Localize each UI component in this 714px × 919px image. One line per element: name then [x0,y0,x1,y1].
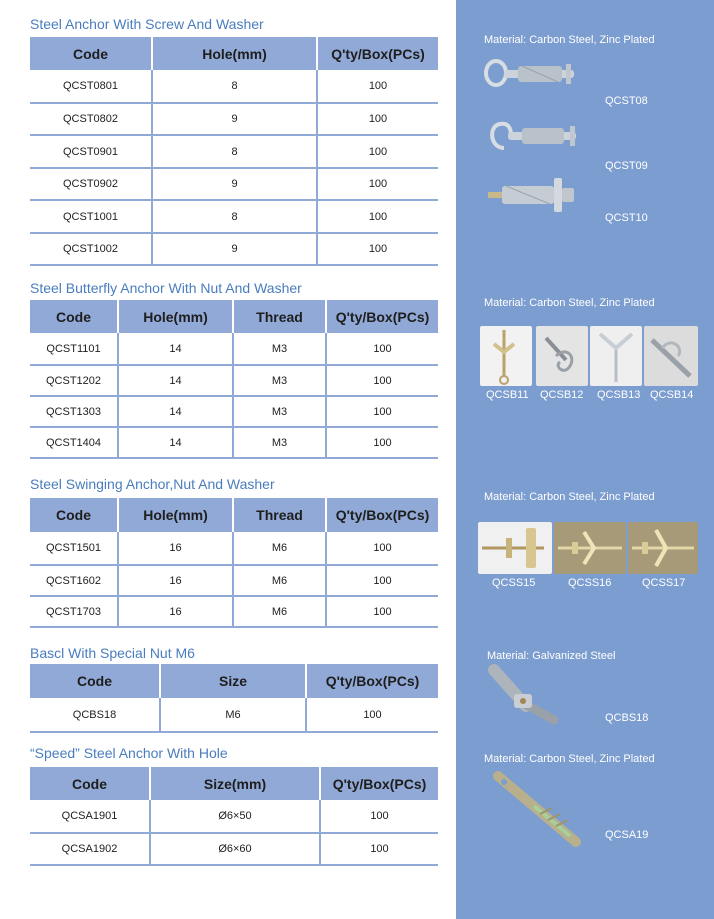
table-row [30,532,438,565]
cell-qty: 100 [317,103,438,135]
cell-code: QCBS18 [30,698,160,732]
cell-code: QCST0802 [30,103,152,135]
table-butterfly [30,300,438,459]
table-row [30,103,438,135]
eye-screw-anchor-photo [482,56,582,92]
table-row [30,396,438,427]
table-row [30,70,438,103]
header-code: Code [30,767,150,800]
product-code-label: QCSB14 [650,389,694,401]
cell-hole: 8 [152,200,317,233]
header-code: Code [30,664,160,698]
table-row [30,365,438,396]
cell-qty: 100 [306,698,438,732]
cell-code: QCST1703 [30,596,118,627]
cell-thread: M3 [233,427,326,458]
material-label: Material: Carbon Steel, Zinc Plated [484,491,655,503]
cell-code: QCST1202 [30,365,118,396]
table-row [30,333,438,365]
table-speed [30,767,438,866]
material-label: Material: Carbon Steel, Zinc Plated [484,297,655,309]
cell-hole: 14 [118,365,233,396]
product-code-label: QCSS17 [642,577,686,589]
material-label: Material: Carbon Steel, Zinc Plated [484,34,655,46]
table-row [30,800,438,833]
hook-anchor-photo [484,118,584,162]
speed-anchor-photo [490,768,586,852]
special-nut-anchor-photo [488,660,568,730]
header-code: Code [30,498,118,532]
cell-code: QCSA1902 [30,833,150,865]
cell-qty: 100 [320,833,438,865]
product-code-label: QCST08 [605,95,648,107]
cell-hole: 9 [152,168,317,200]
cell-qty: 100 [326,532,438,565]
table-row [30,168,438,200]
cell-hole: 14 [118,427,233,458]
table-row [30,427,438,458]
product-code-label: QCST10 [605,212,648,224]
table-row [30,565,438,596]
section-title-bascl: Bascl With Special Nut M6 [30,645,195,661]
cell-qty: 100 [326,596,438,627]
table-bascl [30,664,438,733]
cell-hole: 16 [118,532,233,565]
table-swinging [30,498,438,628]
header-size: Size [160,664,306,698]
product-code-label: QCSS15 [492,577,536,589]
header-qty: Q'ty/Box(PCs) [306,664,438,698]
cell-hole: 8 [152,70,317,103]
section-title-swinging: Steel Swinging Anchor,Nut And Washer [30,476,275,492]
cell-code: QCST1002 [30,233,152,265]
cell-qty: 100 [326,565,438,596]
cell-qty: 100 [317,200,438,233]
header-code: Code [30,300,118,333]
cell-thread: M6 [233,565,326,596]
product-code-label: QCBS18 [605,712,649,724]
cell-thread: M3 [233,333,326,365]
swinging-anchor-photo [478,522,552,574]
table-row [30,596,438,627]
header-hole: Hole(mm) [152,37,317,70]
section-title-screw-washer: Steel Anchor With Screw And Washer [30,16,264,32]
cell-qty: 100 [326,365,438,396]
cell-code: QCSA1901 [30,800,150,833]
cell-qty: 100 [317,135,438,168]
product-code-label: QCSB11 [486,389,529,401]
product-photo-panel [456,0,714,919]
cell-thread: M6 [233,532,326,565]
table-row [30,135,438,168]
section-title-butterfly: Steel Butterfly Anchor With Nut And Washer [30,280,302,296]
table-row [30,233,438,265]
cell-qty: 100 [326,427,438,458]
cell-thread: M3 [233,396,326,427]
table-screw-washer [30,37,438,266]
cell-code: QCST0901 [30,135,152,168]
table-row [30,200,438,233]
cell-hole: 9 [152,103,317,135]
cell-size: M6 [160,698,306,732]
swinging-anchor-photo [628,522,698,574]
header-code: Code [30,37,152,70]
cell-code: QCST1101 [30,333,118,365]
cell-hole: 9 [152,233,317,265]
cell-size: Ø6×50 [150,800,320,833]
product-code-label: QCST09 [605,160,648,172]
cell-qty: 100 [320,800,438,833]
material-label: Material: Galvanized Steel [487,650,616,662]
header-qty: Q'ty/Box(PCs) [326,300,438,333]
cell-code: QCST0902 [30,168,152,200]
header-qty: Q'ty/Box(PCs) [317,37,438,70]
butterfly-anchor-photo [536,326,588,386]
table-row [30,698,438,732]
cell-qty: 100 [317,70,438,103]
header-hole: Hole(mm) [118,498,233,532]
cell-code: QCST1404 [30,427,118,458]
cell-code: QCST1303 [30,396,118,427]
cell-hole: 16 [118,565,233,596]
swinging-anchor-photo [554,522,626,574]
cell-code: QCST1501 [30,532,118,565]
cell-code: QCST1001 [30,200,152,233]
cell-code: QCST1602 [30,565,118,596]
cell-qty: 100 [326,333,438,365]
material-label: Material: Carbon Steel, Zinc Plated [484,753,655,765]
section-title-speed: “Speed” Steel Anchor With Hole [30,745,228,761]
product-code-label: QCSB13 [597,389,641,401]
product-code-label: QCSS16 [568,577,612,589]
cell-hole: 14 [118,333,233,365]
cell-code: QCST0801 [30,70,152,103]
product-code-label: QCSB12 [540,389,584,401]
butterfly-anchor-photo [480,326,532,386]
butterfly-anchor-photo [590,326,642,386]
cell-qty: 100 [317,168,438,200]
cell-size: Ø6×60 [150,833,320,865]
table-row [30,833,438,865]
product-code-label: QCSA19 [605,829,649,841]
cell-thread: M6 [233,596,326,627]
cell-hole: 8 [152,135,317,168]
header-thread: Thread [233,300,326,333]
cell-hole: 14 [118,396,233,427]
header-qty: Q'ty/Box(PCs) [326,498,438,532]
cell-thread: M3 [233,365,326,396]
header-size: Size(mm) [150,767,320,800]
butterfly-anchor-photo [644,326,698,386]
screw-washer-anchor-photo [484,174,584,218]
header-qty: Q'ty/Box(PCs) [320,767,438,800]
header-hole: Hole(mm) [118,300,233,333]
cell-qty: 100 [326,396,438,427]
cell-qty: 100 [317,233,438,265]
cell-hole: 16 [118,596,233,627]
header-thread: Thread [233,498,326,532]
